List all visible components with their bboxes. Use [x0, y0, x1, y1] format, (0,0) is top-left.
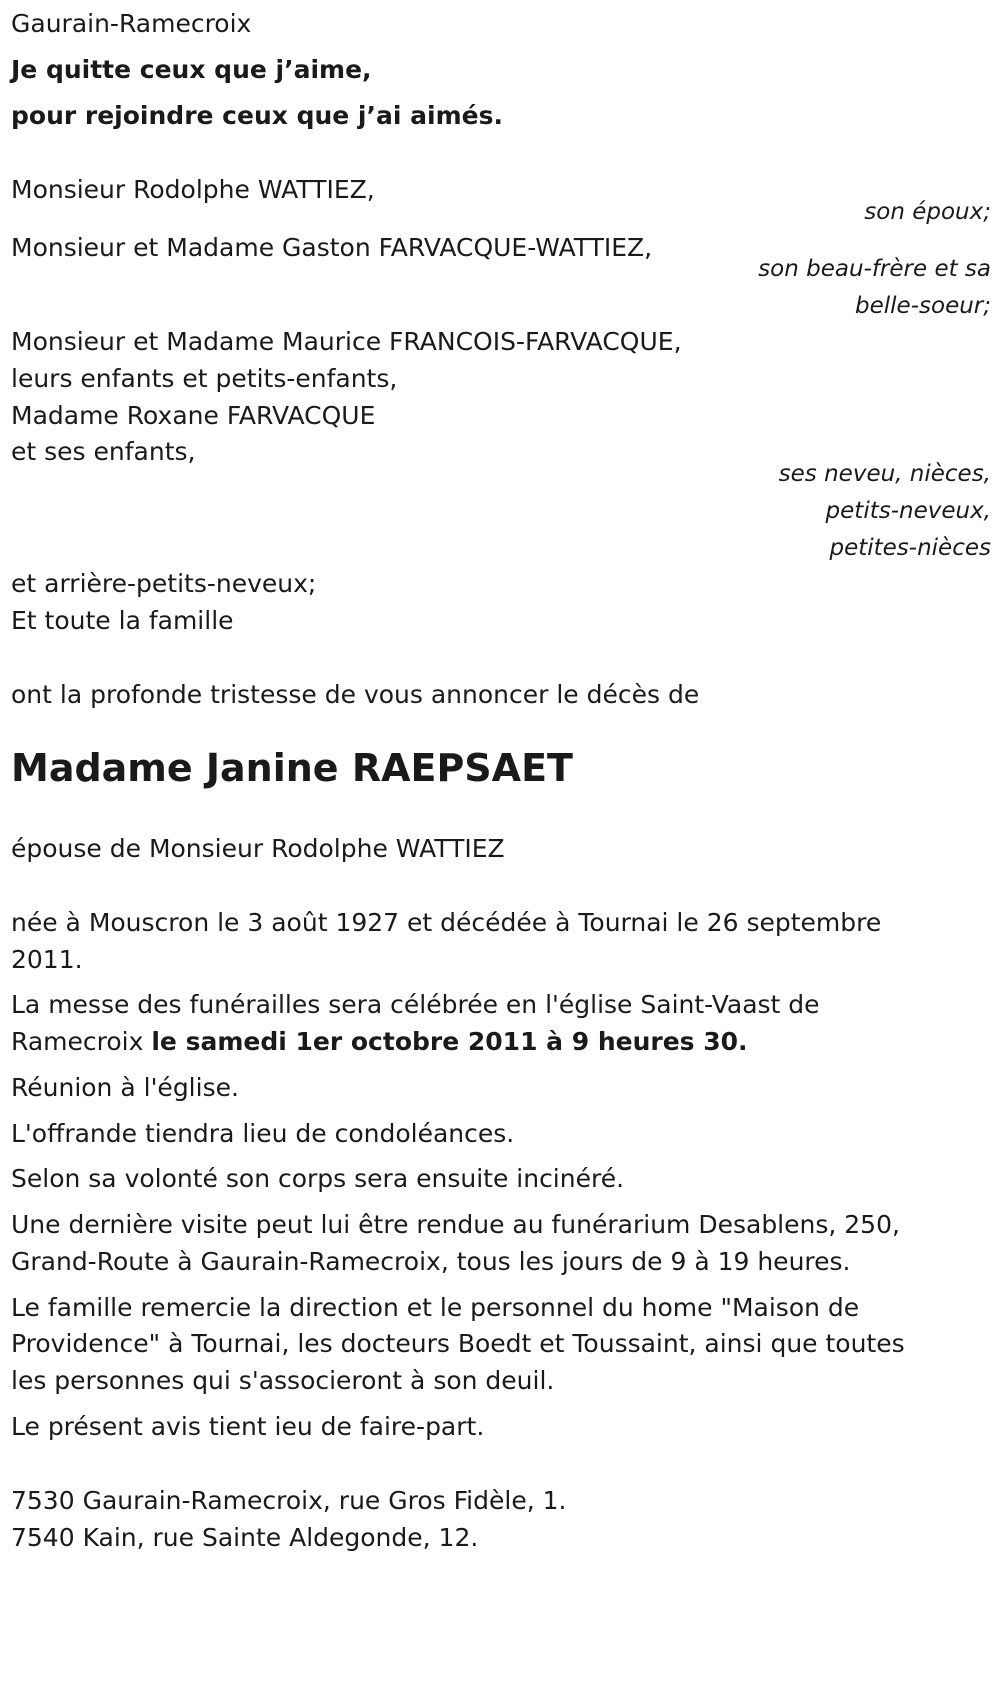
role-nephews-line-2: petits-neveux, [825, 498, 991, 524]
thanks-line-1: Le famille remercie la direction et le personnel du home "Maison de [11, 1293, 860, 1322]
visit-line-2: Grand-Route à Gaurain-Ramecroix, tous les jours de 9 à 19 heures. [11, 1247, 851, 1276]
address-2: 7540 Kain, rue Sainte Aldegonde, 12. [11, 1523, 479, 1552]
address-1: 7530 Gaurain-Ramecroix, rue Gros Fidèle, 1. [11, 1486, 567, 1515]
offrande-text: L'offrande tiendra lieu de condoléances. [11, 1119, 515, 1148]
thanks-line-3: les personnes qui s'associeront à son deuil. [11, 1366, 555, 1395]
deceased-spouse: épouse de Monsieur Rodolphe WATTIEZ [11, 834, 505, 863]
family-member-roxane: Madame Roxane FARVACQUE [11, 401, 376, 430]
role-husband: son époux; [864, 199, 991, 225]
family-member-in-laws: Monsieur et Madame Gaston FARVACQUE-WATTIEZ, [11, 233, 653, 262]
deceased-name: Madame Janine RAEPSAET [11, 746, 573, 790]
role-nephews-line-3: petites-nièces [829, 535, 991, 561]
family-member-children: leurs enfants et petits-enfants, [11, 364, 398, 393]
family-member-francois: Monsieur et Madame Maurice FRANCOIS-FARVACQUE, [11, 327, 682, 356]
role-in-laws-line-1: son beau-frère et sa [758, 256, 991, 282]
location-header: Gaurain-Ramecroix [11, 9, 252, 38]
reunion-text: Réunion à l'église. [11, 1073, 239, 1102]
role-in-laws-line-2: belle-soeur; [855, 293, 991, 319]
mass-location: Ramecroix [11, 1027, 152, 1056]
mass-line-2 [11, 1022, 748, 1062]
notice-text: Le présent avis tient ieu de faire-part. [11, 1412, 485, 1441]
mass-line-1: La messe des funérailles sera célébrée en l'église Saint-Vaast de [11, 990, 820, 1019]
thanks-line-2: Providence" à Tournai, les docteurs Boedt et Toussaint, ainsi que toutes [11, 1329, 905, 1358]
announcement-text: ont la profonde tristesse de vous annoncer le décès de [11, 680, 700, 709]
mass-date-time: le samedi 1er octobre 2011 à 9 heures 30. [151, 1027, 748, 1056]
birth-death-line-2: 2011. [11, 945, 83, 974]
verse-line-2: pour rejoindre ceux que j’ai aimés. [11, 101, 503, 130]
role-nephews-line-1: ses neveu, nièces, [778, 461, 991, 487]
family-member-great-nephews: et arrière-petits-neveux; [11, 569, 317, 598]
family-member-all-family: Et toute la famille [11, 606, 234, 635]
family-member-husband: Monsieur Rodolphe WATTIEZ, [11, 175, 375, 204]
family-member-roxane-children: et ses enfants, [11, 437, 196, 466]
cremation-text: Selon sa volonté son corps sera ensuite incinéré. [11, 1164, 625, 1193]
birth-death-line-1: née à Mouscron le 3 août 1927 et décédée à Tournai le 26 septembre [11, 908, 882, 937]
verse-line-1: Je quitte ceux que j’aime, [11, 55, 372, 84]
visit-line-1: Une dernière visite peut lui être rendue au funérarium Desablens, 250, [11, 1210, 900, 1239]
